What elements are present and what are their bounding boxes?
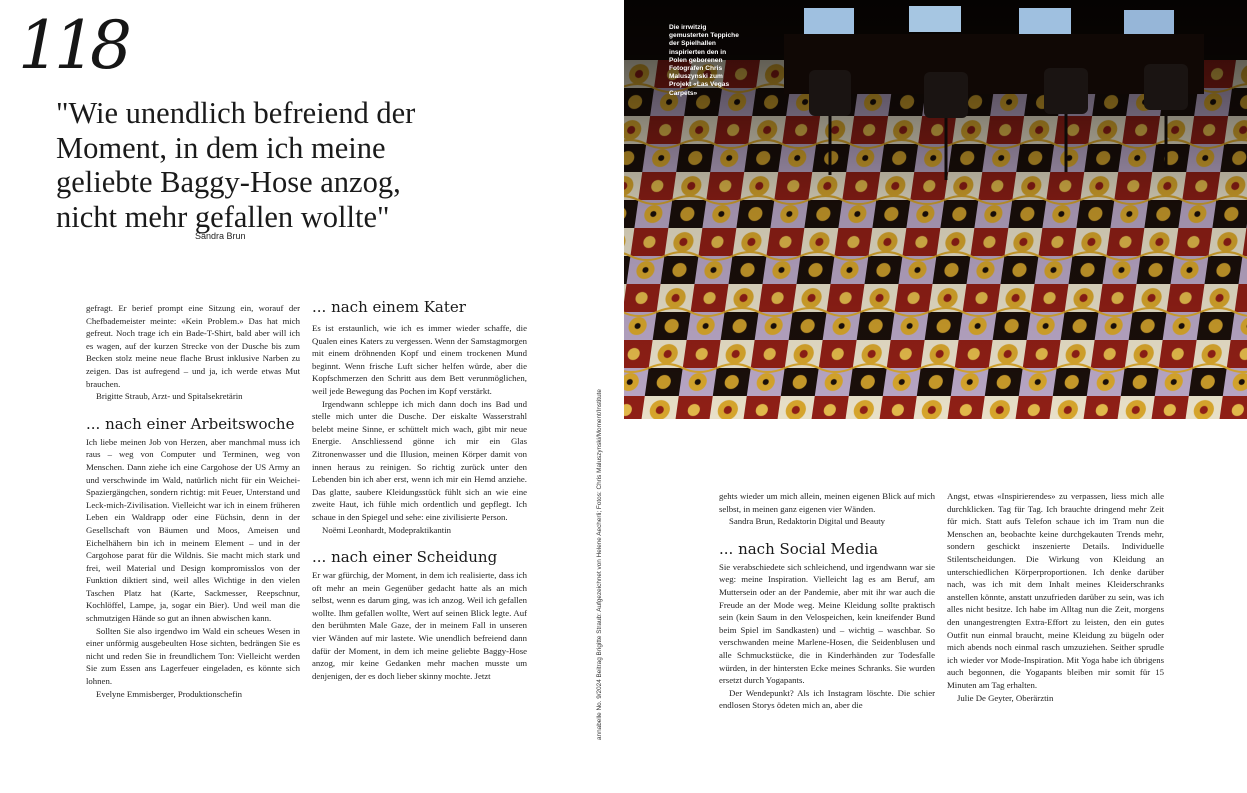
body-paragraph: Es ist erstaunlich, wie ich es immer wieder schaffe, die Qualen eines Katers zu vergessen. Wenn der Samstagmorgen mit einem dröhnenden Kopf und einem trockenen Mund beginnt. Wenn frische Luft sicher helfen würde, aber die Kopfschmerzen den Schritt aus dem Bett verunmöglichen, weil jede Bewegung das Pochen im Kopf verstärkt. — [312, 323, 527, 396]
article-column-2 — [312, 298, 527, 682]
author-signature: Noëmi Leonhardt, Modepraktikantin — [322, 524, 452, 535]
body-paragraph: Ich liebe meinen Job von Herzen, aber manchmal muss ich raus – weg von Computer und Terminen, weg von Menschen. Dann ziehe ich eine Cargohose der US Army an und verschwinde im Wald, natürlich nicht für ein Weichei-Spaziergängchen, sondern richtig: mit Feuer, Unterstand und Leck-mich-Zivilisation. Vielleicht war ich in einem früheren Leben ein Waldrapp oder eine Füchsin, denn in der Gesellschaft von Bäumen und Moos, Ameisen und Eichelhähern bin ich in meinem Element – und in der Cargohose parat für die Wildnis. Sie macht mich stark und frei, weil Material und Design kompromisslos von der Funktion diktiert sind, weil alles Wichtige in den vielen Taschen Platz hat (Karte, Sackmesser, Reepschnur, Kochlöffel, Lampe, ja, sogar ein Bier). Und weil man die schmutzigen Hände so gut an ihnen abwischen kann. — [86, 436, 300, 624]
author-signature: Julie De Geyter, Oberärztin — [957, 692, 1054, 703]
article-column-4 — [947, 490, 1164, 704]
pull-quote-line: nicht mehr gefallen wollte" — [56, 199, 390, 234]
section-heading: ... nach Social Media — [719, 539, 879, 558]
body-paragraph: Er war gfürchig, der Moment, in dem ich realisierte, dass ich oft mehr an mein Gegenüber gedacht hatte als an mich selbst, wenn es darum ging, was ich anzog. Weil ich gefallen wollte. Ihm gefallen wollte, Wert auf seinen Blick legte. Auf den berühmten Male Gaze, der in meinem Fall in unseren vier Wänden auf mir lastete. Wie unendlich befreiend dann dafür der Moment, in dem ich meine geliebte Baggy-Hose anzog, mir keine Gedanken mehr machen musste um denjenigen, der es doch lieber skinny mochte. Jetzt — [312, 570, 527, 681]
body-paragraph: Angst, etwas «Inspirierendes» zu verpassen, liess mich alle durchklicken. Tag für Tag. Ich brauchte dringend mehr Zeit für mich. Statt aufs Telefon schaue ich im Tram nun die Menschen an, beobachte keine durchgekauten Trends mehr, sondern geschickt inszenierte Details. Individuelle Stilentscheidungen. Die Wirkung von Kleidung an unterschiedlichen Körperproportionen. Ich denke darüber nach, was ich mit dem Inhalt meines Kleiderschranks anstellen könnte, anstatt unzufrieden darüber zu sein, was ich alles nicht besitze. Ich habe im Alltag nun die Zeit, morgens den unangestrengten Extra-Effort zu leisten, den ein gutes Outfit nun einmal braucht, meine Kleidung zu bügeln oder mich abends noch einmal rasch umzuziehen. Seither sprudle ich wieder vor Mode-Inspiration. Mit Yoga habe ich übrigens auch begonnen, die Yogapants bleiben mir somit für 15 Minuten am Tag erhalten. — [947, 491, 1164, 690]
body-paragraph: Sollten Sie also irgendwo im Wald ein scheues Wesen in einer unförmig ausgebeulten Hose sichten, bedrängen Sie es nicht und reden Sie in freundlichem Ton: Vielleicht werden Sie zum Essen ans Lagerfeuer eingeladen, es könnte sich lohnen. — [86, 625, 300, 687]
author-signature: Evelyne Emmisberger, Produktionschefin — [96, 688, 243, 699]
photo-credit: annabelle No. 9/2024 Beitrag Brigitte Straub: Aufgezeichnet von Helene Aecherli; Fotos: Chris Maluszynski/Moment/Institute — [596, 389, 603, 740]
article-column-3 — [719, 490, 935, 712]
body-paragraph: Irgendwann schleppe ich mich dann doch ins Bad und stelle mich unter die Dusche. Der eiskalte Wasserstrahl belebt meine Sinne, er schüttelt mich wach, gibt mir neue Energie. Anschliessend gönne ich mir ein Glas Zitronenwasser und die Illusion, meinen Körper damit von innen heraus zu reinigen. So richtig zurück unter den Lebenden bin ich aber erst, wenn ich mir ein Hemd anziehe. Das glatte, saubere Kleidungsstück fühlt sich an wie eine zweite Haut, ich fühle mich ordentlich und gepflegt. Ich schaue in den Spiegel und sehe: eine zivilisierte Person. — [312, 398, 527, 522]
section-heading: ... nach einer Arbeitswoche — [86, 414, 295, 433]
section-heading: ... nach einer Scheidung — [312, 548, 498, 567]
pull-quote-line: geliebte Baggy-Hose anzog, — [56, 165, 401, 199]
pull-quote — [56, 96, 576, 234]
body-paragraph: Sie verabschiedete sich schleichend, und irgendwann war sie weg: meine Inspiration. Vielleicht lag es am Beruf, am Muttersein oder an der Pandemie, aber mit ihr war auch die Freude an der Mode weg. Meine Kleidung sollte praktisch sein (kein Saum in den Velospeichen, kein kneifender Bund beim Spiel im Sandkasten) und – wichtig – waschbar. So verschwanden meine Marlene-Hosen, die Seidenblusen und alle Schmuckstücke, die in Kinderhänden zur Todesfalle würden, in der hintersten Ecke meines Schranks. Sie wurden ersetzt durch Yogapants. — [719, 561, 935, 686]
pull-quote-author: Sandra Brun — [195, 231, 246, 241]
body-paragraph: gefragt. Er berief prompt eine Sitzung ein, worauf der Chefbademeister meinte: «Kein Problem.» Das hat mich gefreut. Noch trage ich ein Bade-T-Shirt, bald aber will ich es wagen, auf der kurzen Strecke von der Dusche bis zum Becken stolz meine neue flache Brust inklusive Narben zu zeigen. Das ist aufregend – und ja, ich werde etwas Mut brauchen. — [86, 303, 300, 389]
pull-quote-line: Moment, in dem ich meine — [56, 130, 386, 165]
page-number: 118 — [18, 7, 126, 84]
section-heading: ... nach einem Kater — [312, 298, 466, 316]
article-column-1 — [86, 302, 300, 700]
body-paragraph: Der Wendepunkt? Als ich Instagram löschte. Die schier endlosen Storys ödeten mich an, aber die — [719, 687, 935, 711]
body-paragraph: gehts wieder um mich allein, meinen eigenen Blick auf mich selbst, in meinen ganz eigenen vier Wänden. — [719, 491, 935, 514]
author-signature: Sandra Brun, Redaktorin Digital und Beauty — [729, 516, 886, 527]
author-signature: Brigitte Straub, Arzt- und Spitalsekretärin — [96, 391, 243, 402]
photo-caption: Die irrwitzig gemusterten Teppiche der Spielhallen inspirierten den in Polen geborenen Fotografen Chris Maluszynski zum Projekt «Las Vegas Carpets» — [669, 24, 739, 97]
pull-quote-line: "Wie unendlich befreiend der — [56, 96, 416, 130]
